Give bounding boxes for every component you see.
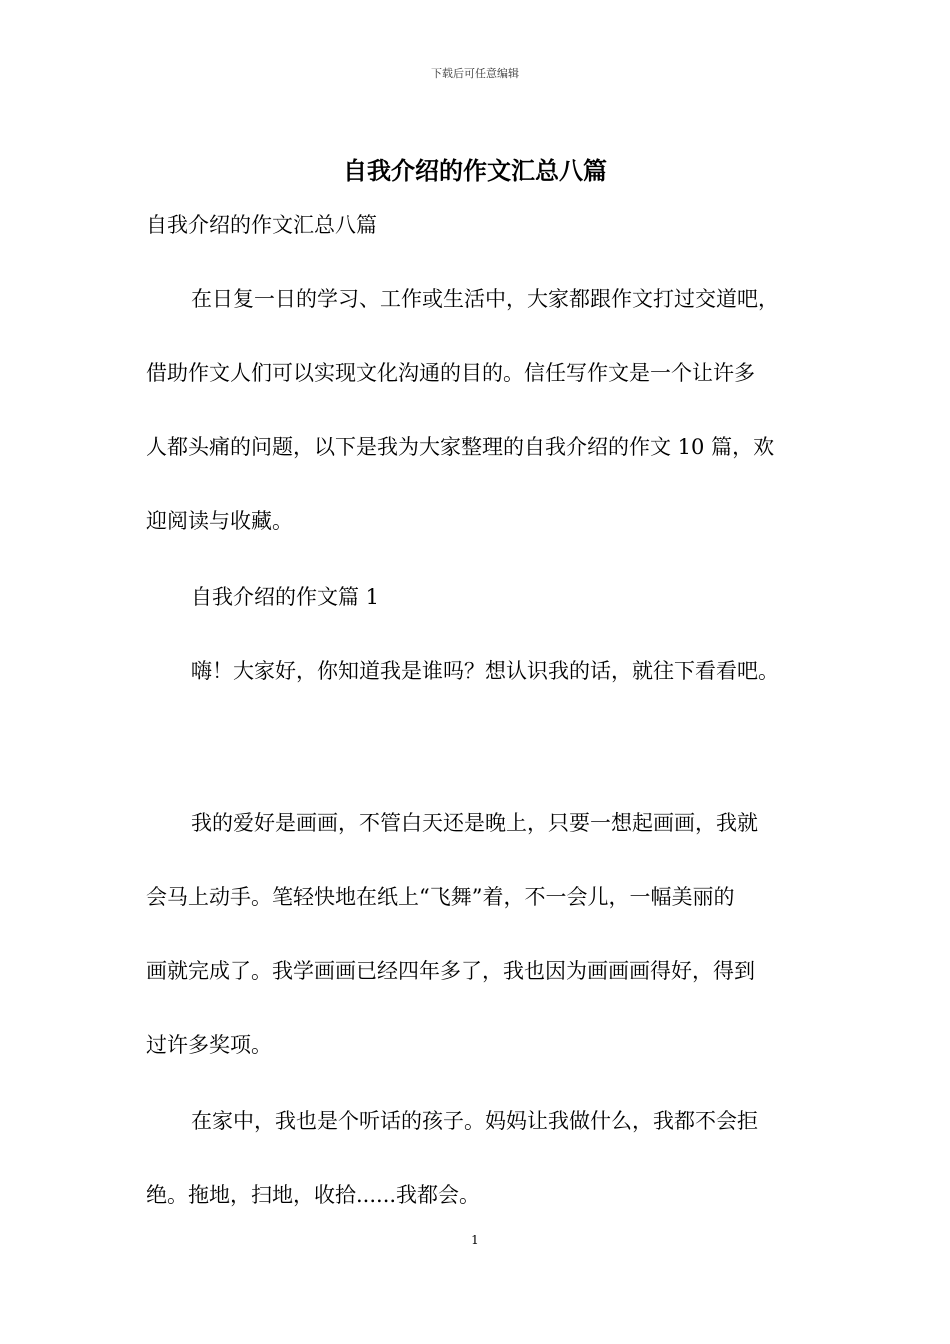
page-number: 1 xyxy=(471,1233,479,1247)
intro-line-4: 迎阅读与收藏。 xyxy=(146,509,293,533)
section-heading: 自我介绍的作文篇 1 xyxy=(191,585,380,609)
intro-line-3: 人都头痛的问题，以下是我为大家整理的自我介绍的作文 10 篇，欢 xyxy=(146,435,775,459)
page-header-note: 下载后可任意编辑 xyxy=(431,67,519,80)
document-subtitle: 自我介绍的作文汇总八篇 xyxy=(146,213,377,237)
hobby-line-1: 我的爱好是画画，不管白天还是晚上，只要一想起画画，我就 xyxy=(191,811,758,835)
intro-line-2: 借助作文人们可以实现文化沟通的目的。信任写作文是一个让许多 xyxy=(146,361,755,385)
home-line-1: 在家中，我也是个听话的孩子。妈妈让我做什么，我都不会拒 xyxy=(191,1109,758,1133)
intro-line-1: 在日复一日的学习、工作或生活中，大家都跟作文打过交道吧， xyxy=(191,287,779,311)
hobby-line-3: 画就完成了。我学画画已经四年多了，我也因为画画画得好，得到 xyxy=(146,959,755,983)
hobby-line-4: 过许多奖项。 xyxy=(146,1033,272,1057)
greeting-line: 嗨！大家好，你知道我是谁吗？想认识我的话，就往下看看吧。 xyxy=(191,659,779,683)
home-line-2: 绝。拖地，扫地，收拾......我都会。 xyxy=(146,1183,481,1207)
document-title: 自我介绍的作文汇总八篇 xyxy=(343,156,607,185)
hobby-line-2: 会马上动手。笔轻快地在纸上“飞舞”着，不一会儿，一幅美丽的 xyxy=(146,885,735,909)
